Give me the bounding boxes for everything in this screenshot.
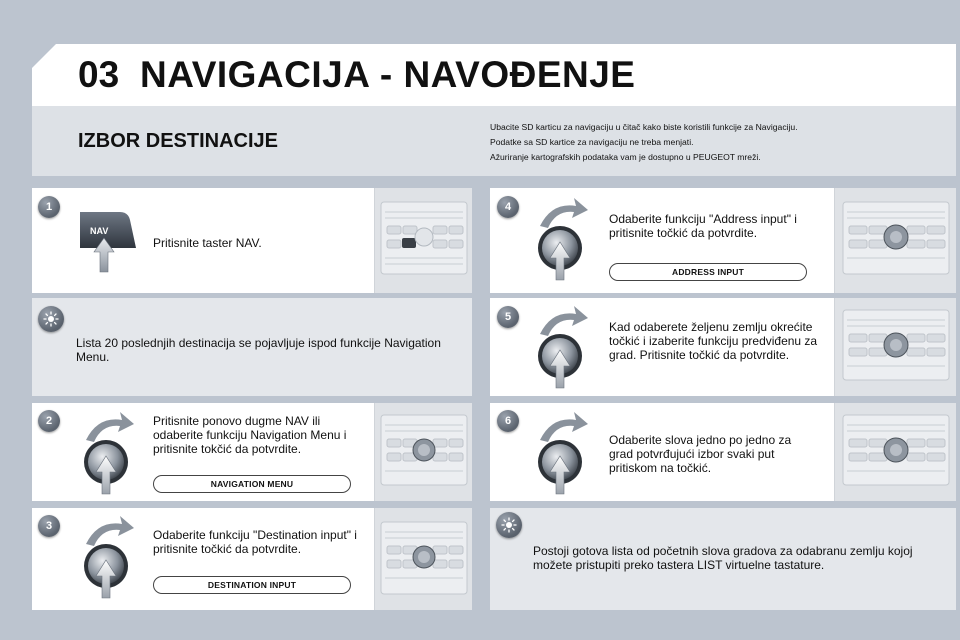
rotary-knob-icon bbox=[76, 514, 146, 600]
step-3-text: Odaberite funkciju "Destination input" i pritisnite točkić da potvrdite. bbox=[153, 528, 357, 556]
menu-pill-address-input: ADDRESS INPUT bbox=[609, 263, 807, 281]
nav-button-icon bbox=[76, 208, 146, 274]
chapter-number: 03 bbox=[78, 54, 120, 95]
radio-unit-icon bbox=[835, 403, 957, 501]
radio-unit-icon bbox=[835, 188, 957, 293]
step-badge: 5 bbox=[497, 306, 519, 328]
step-badge: 2 bbox=[38, 410, 60, 432]
radio-unit-icon bbox=[375, 508, 473, 610]
step-1-text: Pritisnite taster NAV. bbox=[153, 236, 262, 250]
rotate-arrow-icon bbox=[86, 412, 134, 442]
intro-line: Ažuriranje kartografskih podataka vam je dostupno u PEUGEOT mreži. bbox=[490, 152, 761, 162]
radio-unit-thumbnail bbox=[834, 188, 956, 293]
step-2-text: Pritisnite ponovo dugme NAV ili odaberite funkciju Navigation Menu i pritisnite tokčić da potvrdite. bbox=[153, 414, 347, 456]
radio-unit-thumbnail bbox=[374, 403, 472, 501]
rotate-arrow-icon bbox=[540, 412, 588, 442]
radio-unit-icon bbox=[375, 188, 473, 293]
intro-line: Ubacite SD karticu za navigaciju u čitač kako biste koristili funkcije za Navigaciju. bbox=[490, 122, 798, 132]
radio-unit-thumbnail bbox=[834, 403, 956, 501]
radio-unit-thumbnail bbox=[374, 508, 472, 610]
radio-unit-thumbnail bbox=[374, 188, 472, 293]
step-badge: 1 bbox=[38, 196, 60, 218]
tip-2-text: Postoji gotova lista od početnih slova gradova za odabranu zemlju kojoj možete pristupiti preko tastera LIST virtuelne tastature. bbox=[533, 544, 913, 572]
step-5-text: Kad odaberete željenu zemlju okrećite točkić i izaberite funkciju predviđenu za grad. Pritisnite točkić da potvrdite. bbox=[609, 320, 818, 362]
nav-button-label: NAV bbox=[90, 226, 109, 236]
step-6-text: Odaberite slova jedno po jedno za grad potvrđujući izbor svaki put pritiskom na točkić. bbox=[609, 433, 792, 475]
rotary-knob-icon bbox=[530, 196, 600, 282]
lightbulb-icon bbox=[496, 512, 522, 538]
lightbulb-icon bbox=[38, 306, 64, 332]
section-intro bbox=[490, 120, 930, 165]
rotate-arrow-icon bbox=[540, 306, 588, 336]
tip-1-text: Lista 20 poslednjih destinacija se pojavljuje ispod funkcije Navigation Menu. bbox=[76, 336, 441, 364]
page-title: NAVIGACIJA - NAVOĐENJE bbox=[140, 54, 636, 95]
radio-unit-thumbnail bbox=[834, 298, 956, 396]
step-badge: 6 bbox=[497, 410, 519, 432]
rotary-knob-icon bbox=[76, 410, 146, 496]
rotate-arrow-icon bbox=[86, 516, 134, 546]
intro-line: Podatke sa SD kartice za navigaciju ne treba menjati. bbox=[490, 137, 694, 147]
section-title: IZBOR DESTINACIJE bbox=[78, 130, 279, 152]
step-badge: 4 bbox=[497, 196, 519, 218]
rotary-knob-icon bbox=[530, 304, 600, 390]
radio-unit-icon bbox=[375, 403, 473, 501]
step-badge: 3 bbox=[38, 515, 60, 537]
step-4-text: Odaberite funkciju "Address input" i pritisnite točkić da potvrdite. bbox=[609, 212, 797, 240]
rotate-arrow-icon bbox=[540, 198, 588, 228]
menu-pill-destination-input: DESTINATION INPUT bbox=[153, 576, 351, 594]
rotary-knob-icon bbox=[530, 410, 600, 496]
radio-unit-icon bbox=[835, 298, 957, 396]
menu-pill-navigation-menu: NAVIGATION MENU bbox=[153, 475, 351, 493]
